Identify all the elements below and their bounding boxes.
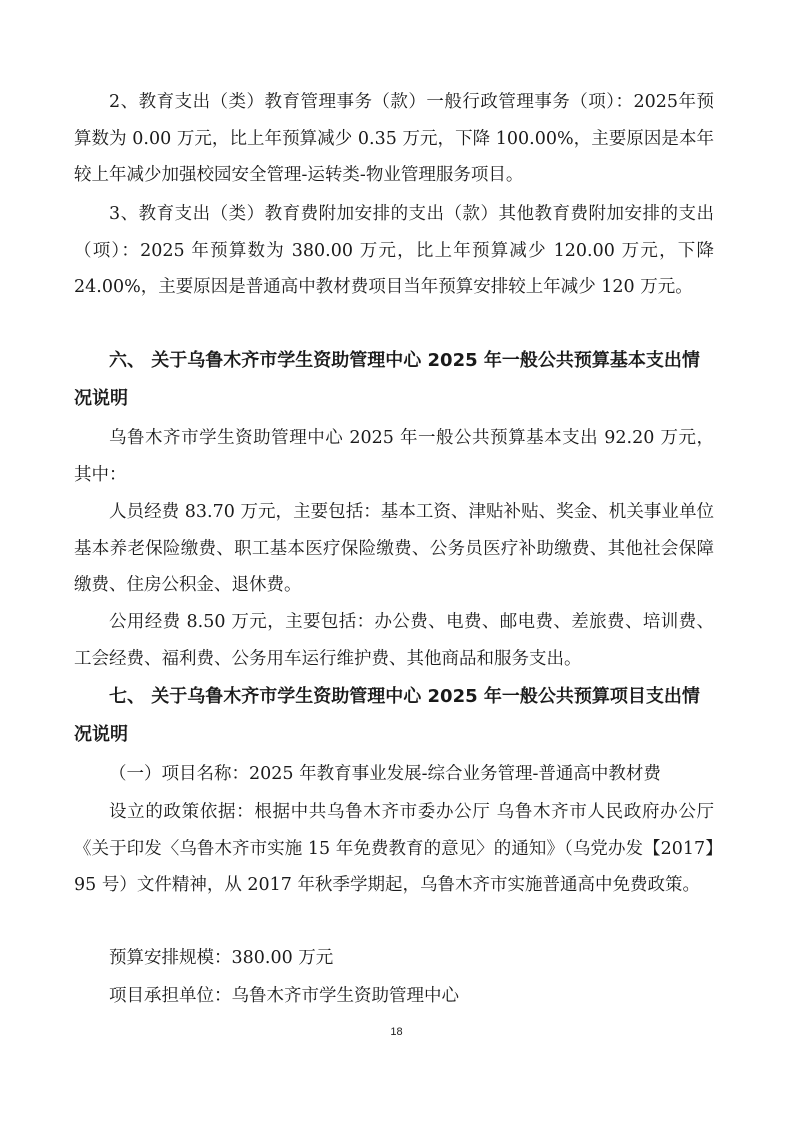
section-heading-project-expenditure: 七、 关于乌鲁木齐市学生资助管理中心 2025 年一般公共预算项目支出情况说明 (74, 686, 700, 745)
paragraph-policy-basis: 设立的政策依据：根据中共乌鲁木齐市委办公厅 乌鲁木齐市人民政府办公厅《关于印发〈乌鲁木齐市实施 15 年免费教育的意见〉的通知》（乌党办发【2017】95 号）文件精神，从 2017 年秋季学期起，乌鲁木齐市实施普通高中免费政策。 (74, 802, 714, 895)
paragraph-basic-expenditure-total: 乌鲁木齐市学生资助管理中心 2025 年一般公共预算基本支出 92.20 万元，其中： (74, 428, 714, 485)
paragraph-project-unit: 项目承担单位：乌鲁木齐市学生资助管理中心 (109, 986, 459, 1006)
paragraph-public-expense: 公用经费 8.50 万元，主要包括：办公费、电费、邮电费、差旅费、培训费、工会经费、福利费、公务用车运行维护费、其他商品和服务支出。 (74, 612, 714, 669)
paragraph-personnel-expense: 人员经费 83.70 万元，主要包括：基本工资、津贴补贴、奖金、机关事业单位基本养老保险缴费、职工基本医疗保险缴费、公务员医疗补助缴费、其他社会保障缴费、住房公积金、退休费。 (74, 502, 714, 595)
paragraph-admin-affairs-expense: 2、教育支出（类）教育管理事务（款）一般行政管理事务（项）：2025年预算数为 0.00 万元，比上年预算减少 0.35 万元，下降 100.00%，主要原因是本年较上年减少加强校园安全管理-运转类-物业管理服务项目。 (74, 92, 714, 185)
section-heading-basic-expenditure: 六、 关于乌鲁木齐市学生资助管理中心 2025 年一般公共预算基本支出情况说明 (74, 350, 700, 409)
paragraph-education-surcharge-expense: 3、教育支出（类）教育费附加安排的支出（款）其他教育费附加安排的支出（项）：2025 年预算数为 380.00 万元，比上年预算减少 120.00 万元，下降 24.00%，主要原因是普通高中教材费项目当年预算安排较上年减少 120 万元。 (74, 204, 714, 297)
paragraph-budget-scale: 预算安排规模：380.00 万元 (109, 948, 334, 968)
page-number: 18 (390, 1026, 403, 1038)
paragraph-project-name: （一）项目名称：2025 年教育事业发展-综合业务管理-普通高中教材费 (109, 764, 661, 784)
